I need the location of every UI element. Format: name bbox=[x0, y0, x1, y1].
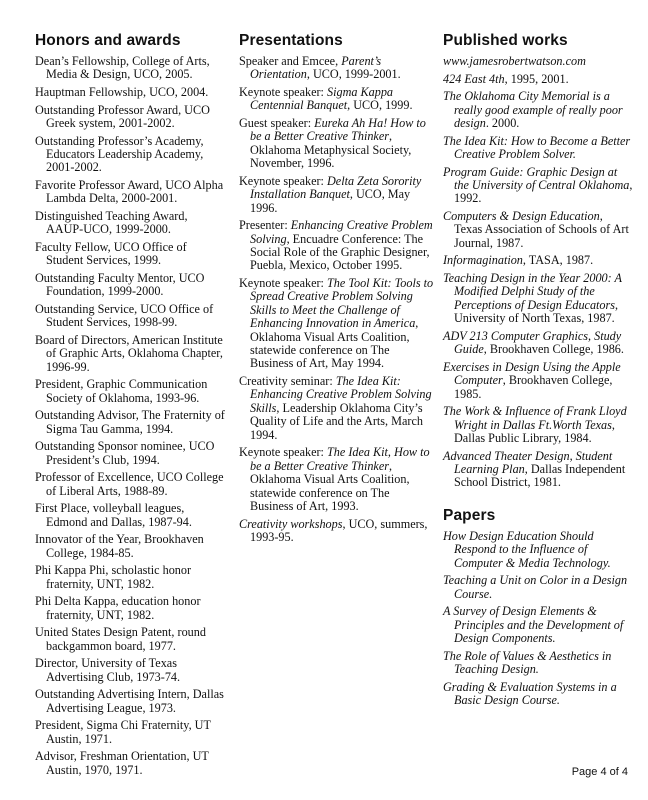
entry-title: Eureka Ah Ha! How to be a Better Creative Thinker bbox=[250, 116, 426, 144]
list-item bbox=[239, 55, 434, 82]
entry-details: , UCO, May 1996. bbox=[250, 187, 411, 215]
entry-title: Delta Zeta Sorority Installation Banquet bbox=[250, 173, 422, 202]
published-column bbox=[443, 32, 633, 712]
list-item bbox=[443, 73, 633, 86]
list-item: Outstanding Professor’s Academy, Educators Leadership Academy, 2001-2002. bbox=[35, 133, 204, 175]
entry-details: , Encuadre Conference: The Social Role of the Graphic Designer, Puebla, Mexico, October 1995. bbox=[250, 231, 430, 273]
entry-title: Program Guide: Graphic Design at the University of Central Oklahoma bbox=[443, 164, 630, 192]
entry-title: Exercises in Design Using the Apple Computer bbox=[443, 359, 621, 388]
entry-title: The Idea Kit: How to Become a Better Creative Problem Solver. bbox=[443, 133, 631, 161]
list-item: Innovator of the Year, Brookhaven College, 1984-85. bbox=[35, 532, 204, 560]
entry-details: , TASA, 1987. bbox=[522, 253, 594, 268]
entry-title: The Tool Kit: Tools to Spread Creative Problem Solving Skills to Meet the Challenge of Enhancing Innovation in America bbox=[250, 276, 434, 331]
entry-details: , University of North Texas, 1987. bbox=[454, 297, 619, 326]
list-item: Outstanding Professor Award, UCO Greek system, 2001-2002. bbox=[35, 102, 210, 130]
list-item: President, Graphic Communication Society of Oklahoma, 1993-96. bbox=[35, 377, 208, 405]
list-item: Dean’s Fellowship, College of Arts, Media & Design, UCO, 2005. bbox=[35, 54, 210, 82]
entry-title: The Idea Kit, How to be a Better Creative Thinker bbox=[250, 445, 430, 473]
list-item bbox=[239, 446, 434, 513]
list-item bbox=[443, 135, 633, 162]
list-item bbox=[443, 55, 633, 68]
entry-prefix: Keynote speaker: bbox=[239, 173, 327, 188]
list-item: Phi Delta Kappa, education honor fraternity, UNT, 1982. bbox=[35, 594, 201, 622]
entry-details: , 1992. bbox=[454, 178, 633, 206]
list-item: Outstanding Advertising Intern, Dallas Advertising League, 1973. bbox=[35, 687, 224, 715]
list-item: Grading & Evaluation Systems in a Basic Design Course. bbox=[443, 679, 617, 708]
entry-details: . 2000. bbox=[485, 116, 520, 130]
list-item: Outstanding Advisor, The Fraternity of Sigma Tau Gamma, 1994. bbox=[35, 408, 225, 436]
list-item: Outstanding Faculty Mentor, UCO Foundation, 1999-2000. bbox=[35, 271, 205, 299]
entry-title: The Idea Kit: Enhancing Creative Problem Solving Skills bbox=[250, 374, 432, 415]
presentations-column bbox=[239, 32, 434, 549]
list-item: Professor of Excellence, UCO College of Liberal Arts, 1988-89. bbox=[35, 470, 224, 498]
list-item bbox=[443, 361, 633, 401]
list-item: A Survey of Design Elements & Principles and the Development of Design Components. bbox=[443, 604, 624, 646]
entry-title: Sigma Kappa Centennial Banquet bbox=[250, 85, 394, 113]
list-item bbox=[239, 518, 434, 545]
list-item: Hauptman Fellowship, UCO, 2004. bbox=[35, 85, 209, 99]
entry-title: ADV 213 Computer Graphics, Study Guide bbox=[443, 328, 622, 357]
entry-prefix: Guest speaker: bbox=[239, 116, 315, 130]
honors-column bbox=[35, 32, 225, 781]
list-item bbox=[239, 86, 434, 113]
list-item: Distinguished Teaching Award, AAUP-UCO, 1999-2000. bbox=[35, 209, 188, 237]
list-item: Outstanding Service, UCO Office of Student Services, 1998-99. bbox=[35, 302, 214, 330]
list-item: Board of Directors, American Institute of Graphic Arts, Oklahoma Chapter, 1996-99. bbox=[35, 333, 223, 374]
entry-title: Creativity workshops bbox=[239, 516, 343, 531]
entry-prefix: Speaker and Emcee, bbox=[239, 54, 342, 68]
list-item: Advisor, Freshman Orientation, UT Austin, 1970, 1971. bbox=[35, 749, 209, 777]
published-heading: Published works bbox=[443, 32, 568, 49]
list-item bbox=[443, 166, 633, 206]
list-item: United States Design Patent, round backgammon board, 1977. bbox=[35, 625, 206, 653]
list-item: President, Sigma Chi Fraternity, UT Austin, 1971. bbox=[35, 718, 211, 746]
list-item bbox=[443, 450, 633, 490]
list-item: First Place, volleyball leagues, Edmond and Dallas, 1987-94. bbox=[35, 501, 192, 529]
entry-title: www.jamesrobertwatson.com bbox=[443, 54, 586, 68]
presentations-list bbox=[239, 55, 434, 544]
list-item bbox=[443, 330, 633, 357]
entry-title: Advanced Theater Design, Student Learning Plan bbox=[443, 448, 613, 477]
entry-title: The Work & Influence of Frank Lloyd Wright in Dallas Ft.Worth Texas bbox=[443, 404, 627, 432]
list-item: How Design Education Should Respond to the Influence of Computer & Media Technology. bbox=[443, 529, 611, 570]
entry-details: , UCO, summers, 1993-95. bbox=[250, 516, 428, 544]
entry-title: Parent’s Orientation bbox=[250, 54, 382, 82]
papers-heading: Papers bbox=[443, 507, 496, 525]
entry-title: Enhancing Creative Problem Solving bbox=[250, 218, 433, 246]
entry-title: The Oklahoma City Memorial is a really good example of really poor design bbox=[443, 89, 623, 130]
list-item bbox=[239, 375, 434, 442]
entry-details: , Dallas Independent School District, 1981. bbox=[454, 462, 626, 490]
entry-title: Teaching Design in the Year 2000: A Modified Delphi Study of the Perceptions of Design Educators bbox=[443, 271, 622, 312]
published-list bbox=[443, 55, 633, 490]
entry-details: , 1995, 2001. bbox=[504, 71, 569, 86]
entry-title: 424 East 4th bbox=[443, 71, 505, 86]
list-item: Outstanding Sponsor nominee, UCO President’s Club, 1994. bbox=[35, 439, 215, 467]
list-item: Favorite Professor Award, UCO Alpha Lambda Delta, 2000-2001. bbox=[35, 178, 224, 206]
entry-details: , Oklahoma Visual Arts Coalition, statewide conference on The Business of Art, 1993. bbox=[250, 458, 410, 513]
presentations-heading: Presentations bbox=[239, 32, 343, 49]
list-item bbox=[443, 210, 633, 250]
entry-details: , Oklahoma Metaphysical Society, November, 1996. bbox=[250, 129, 412, 171]
list-item: The Role of Values & Aesthetics in Teaching Design. bbox=[443, 648, 612, 677]
entry-details: , Leadership Oklahoma City’s Quality of Life and the Arts, March 1994. bbox=[250, 400, 423, 442]
entry-title: Informagination bbox=[443, 253, 523, 268]
list-item bbox=[443, 272, 633, 326]
list-item bbox=[239, 117, 434, 171]
list-item: Director, University of Texas Advertising Club, 1973-74. bbox=[35, 656, 181, 684]
page-number: Page 4 of 4 bbox=[571, 766, 628, 778]
entry-details: , Brookhaven College, 1986. bbox=[483, 342, 624, 357]
entry-prefix: Keynote speaker: bbox=[239, 85, 327, 99]
list-item bbox=[443, 90, 633, 130]
entry-prefix: Keynote speaker: bbox=[239, 276, 327, 291]
entry-details: , UCO, 1999. bbox=[347, 98, 413, 113]
list-item: Teaching a Unit on Color in a Design Course. bbox=[443, 573, 628, 601]
honors-list bbox=[35, 55, 225, 777]
entry-title: Computers & Design Education bbox=[443, 209, 600, 223]
list-item bbox=[239, 175, 434, 215]
section-spacer bbox=[443, 494, 633, 507]
entry-details: , Brookhaven College, 1985. bbox=[454, 373, 613, 401]
honors-heading: Honors and awards bbox=[35, 32, 181, 49]
list-item bbox=[443, 405, 633, 445]
papers-list bbox=[443, 530, 633, 708]
list-item bbox=[239, 277, 434, 371]
list-item bbox=[443, 254, 633, 267]
entry-prefix: Creativity seminar: bbox=[239, 374, 336, 389]
entry-prefix: Keynote speaker: bbox=[239, 445, 327, 460]
entry-details: , Oklahoma Visual Arts Coalition, statewide conference on The Business of Art, May 1994. bbox=[250, 316, 419, 371]
list-item: Phi Kappa Phi, scholastic honor fraternity, UNT, 1982. bbox=[35, 563, 192, 591]
entry-details: , UCO, 1999-2001. bbox=[306, 67, 401, 82]
entry-details: , Dallas Public Library, 1984. bbox=[454, 417, 615, 446]
list-item bbox=[239, 219, 434, 273]
entry-details: , Texas Association of Schools of Art Journal, 1987. bbox=[454, 209, 629, 250]
list-item: Faculty Fellow, UCO Office of Student Services, 1999. bbox=[35, 240, 187, 268]
entry-prefix: Presenter: bbox=[239, 218, 291, 233]
